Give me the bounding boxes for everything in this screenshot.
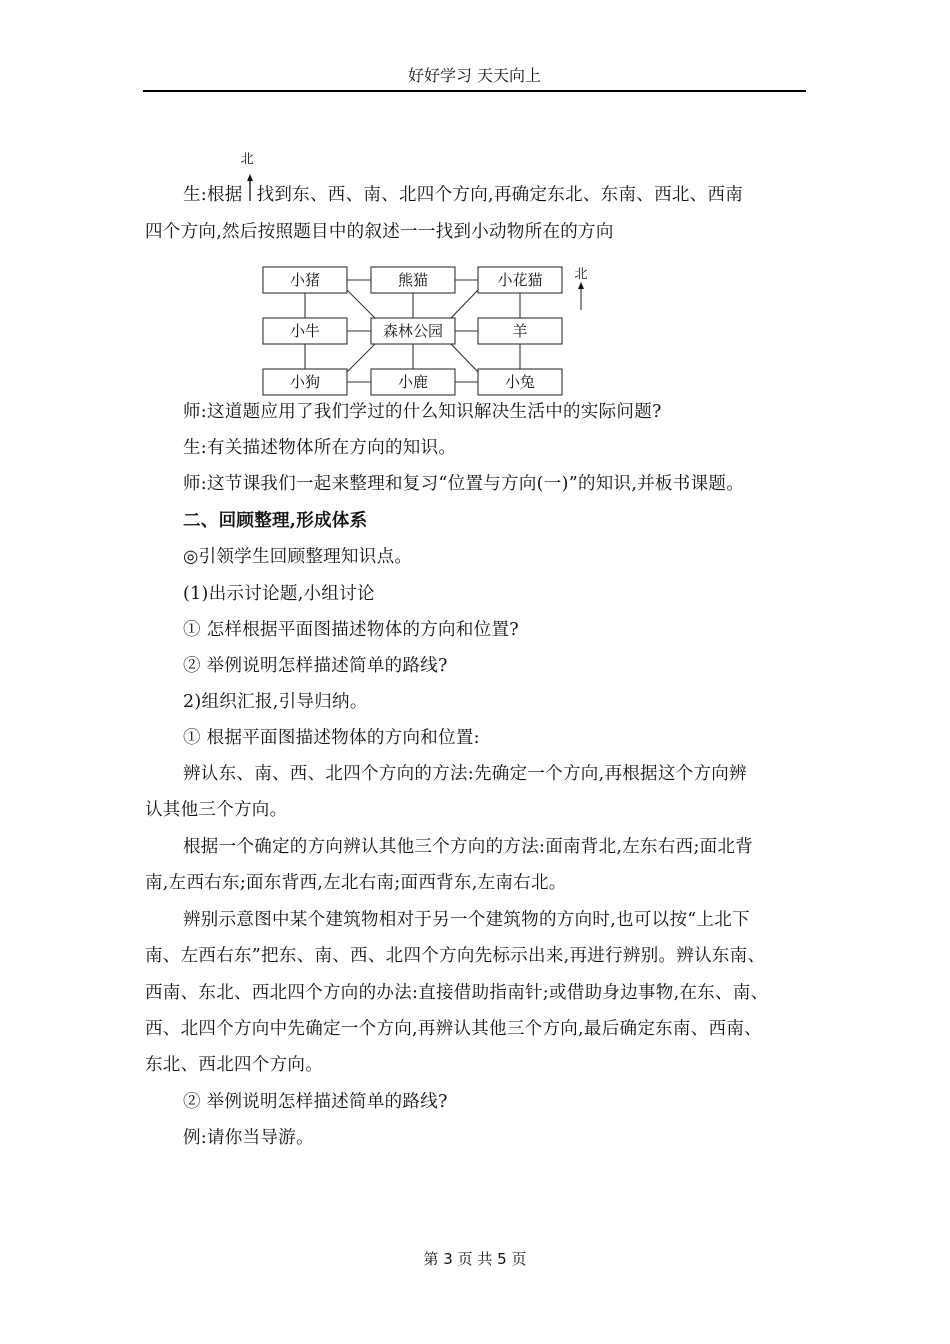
animal-panda: 熊猫: [397, 271, 429, 289]
para-2-line-1: 根据一个确定的方向辨认其他三个方向的方法:面南背北,左东右西;面北背: [183, 837, 754, 857]
intro-pre: 生:根据: [183, 185, 243, 205]
teacher-question: 师:这道题应用了我们学过的什么知识解决生活中的实际问题?: [183, 402, 662, 422]
discussion-q2: ② 举例说明怎样描述简单的路线?: [183, 656, 448, 676]
diagram-north-label: 北: [574, 267, 588, 282]
animal-ox: 小牛: [289, 322, 321, 340]
intro-line-2: 四个方向,然后按照题目中的叙述一一找到小动物所在的方向: [145, 222, 614, 242]
animal-deer: 小鹿: [397, 373, 429, 391]
page-header: 好好学习 天天向上: [143, 62, 806, 92]
para-1-line-1: 辨认东、南、西、北四个方向的方法:先确定一个方向,再根据这个方向辨: [183, 764, 747, 784]
section-heading: 二、回顾整理,形成体系: [183, 511, 368, 531]
intro-line-1: [183, 152, 744, 206]
animal-pig: 小猪: [289, 271, 321, 289]
intro-post: 找到东、西、南、北四个方向,再确定东北、东南、西北、西南: [256, 185, 744, 205]
para-3-line-3: 西南、东北、西北四个方向的办法:直接借助指南针;或借助身边事物,在东、南、: [145, 983, 769, 1003]
diagram-north-arrowhead: [578, 282, 584, 289]
example-line: 例:请你当导游。: [183, 1128, 314, 1148]
inline-north-label: 北: [240, 152, 254, 167]
summary-2-title: ② 举例说明怎样描述简单的路线?: [183, 1092, 448, 1112]
para-3-line-2: 南、左西右东”把东、南、西、北四个方向先标示出来,再进行辨别。辨认东南、: [145, 946, 766, 966]
summary-1-title: ① 根据平面图描述物体的方向和位置:: [183, 728, 480, 748]
map-diagram-svg: [262, 265, 602, 397]
animal-cat: 小花猫: [497, 271, 543, 289]
animal-sheep: 羊: [512, 322, 528, 340]
discussion-title: (1)出示讨论题,小组讨论: [183, 584, 375, 604]
forest-park: 森林公园: [382, 322, 444, 340]
guide-line: ◎引领学生回顾整理知识点。: [183, 547, 413, 567]
para-3-line-4: 西、北四个方向中先确定一个方向,再辨认其他三个方向,最后确定东南、西南、: [145, 1019, 762, 1039]
report-title: 2)组织汇报,引导归纳。: [183, 692, 368, 712]
discussion-q1: ① 怎样根据平面图描述物体的方向和位置?: [183, 620, 519, 640]
inline-north-arrow: [240, 152, 257, 202]
student-answer: 生:有关描述物体所在方向的知识。: [183, 438, 457, 458]
animal-dog: 小狗: [289, 373, 321, 391]
north-arrow-icon: [243, 174, 257, 202]
para-2-line-2: 南,左西右东;面东背西,左北右南;面西背东,左南右北。: [145, 873, 567, 893]
animal-rabbit: 小兔: [504, 373, 536, 391]
teacher-intro: 师:这节课我们一起来整理和复习“位置与方向(一)”的知识,并板书课题。: [183, 474, 745, 494]
para-3-line-1: 辨别示意图中某个建筑物相对于另一个建筑物的方向时,也可以按“上北下: [183, 910, 750, 930]
para-1-line-2: 认其他三个方向。: [145, 800, 288, 820]
map-diagram: [262, 265, 602, 397]
para-3-line-5: 东北、西北四个方向。: [145, 1055, 323, 1075]
page-footer: 第 3 页 共 5 页: [423, 1250, 527, 1268]
